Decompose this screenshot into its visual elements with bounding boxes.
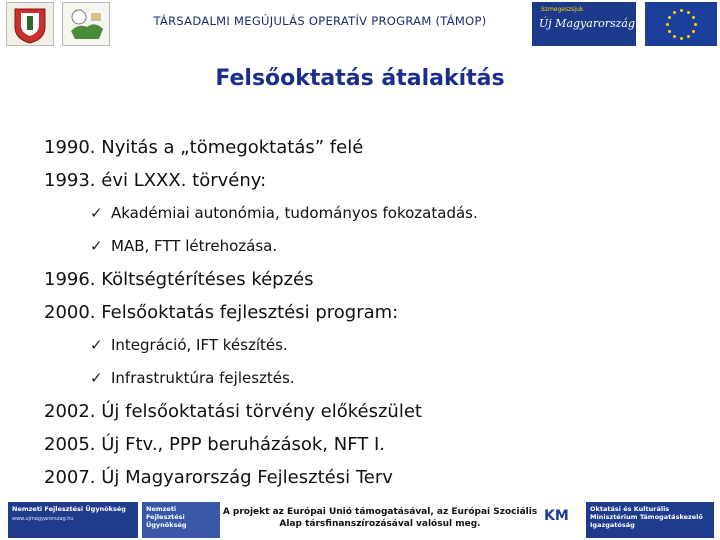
- sub-bullet-text: MAB, FTT létrehozása.: [111, 237, 278, 255]
- funding-statement: A projekt az Európai Unió támogatásával, az Európai Szociális Alap társfinanszírozásával valósul meg.: [222, 507, 538, 529]
- eu-flag-icon: [645, 2, 717, 46]
- okm-label: Oktatási és Kulturális Minisztérium Támogatáskezelő Igazgatóság: [590, 505, 703, 529]
- eu-stars: [666, 9, 698, 41]
- umft-logo-text: Új Magyarország: [539, 17, 635, 30]
- okm-block: [586, 502, 714, 538]
- slide-content: [44, 131, 704, 494]
- km-mark: KM: [544, 508, 569, 524]
- header: [0, 0, 720, 52]
- sub-bullet-text: Integráció, IFT készítés.: [111, 336, 288, 354]
- timeline-item: 1990. Nyitás a „tömegoktatás” felé: [44, 137, 364, 158]
- timeline-item: 1993. évi LXXX. törvény:: [44, 170, 267, 191]
- university-crest-icon: [6, 2, 54, 46]
- footer: [0, 498, 720, 540]
- timeline-item: 2007. Új Magyarország Fejlesztési Terv: [44, 467, 393, 488]
- sub-bullet-item: [44, 230, 704, 263]
- checkmark-icon: ✓: [90, 237, 103, 255]
- program-title: TÁRSADALMI MEGÚJULÁS OPERATÍV PROGRAM (TÁMOP): [153, 14, 487, 28]
- nfu-logo-block: [8, 502, 138, 538]
- nfu-label: Nemzeti Fejlesztési Ügynökség: [12, 505, 126, 513]
- checkmark-icon: ✓: [90, 336, 103, 354]
- nfu-secondary-label: Nemzeti Fejlesztési Ügynökség: [146, 505, 187, 529]
- nfu-secondary-block: [142, 502, 220, 538]
- slide-title: Felsőoktatás átalakítás: [215, 66, 505, 91]
- checkmark-icon: ✓: [90, 369, 103, 387]
- nfu-sub: www.ujmagyarorszag.hu: [12, 516, 74, 522]
- timeline-item: 1996. Költségtérítéses képzés: [44, 269, 314, 290]
- km-logo-icon: [540, 502, 584, 538]
- sub-bullet-item: [44, 362, 704, 395]
- faculty-map-logo-icon: [62, 2, 110, 46]
- sub-bullet-text: Akadémiai autonómia, tudományos fokozatadás.: [111, 204, 478, 222]
- timeline-item: 2000. Felsőoktatás fejlesztési program:: [44, 302, 399, 323]
- umft-tagline: Szmegeszsjuk: [541, 6, 584, 13]
- timeline-item: 2005. Új Ftv., PPP beruházások, NFT I.: [44, 434, 385, 455]
- sub-bullet-item: [44, 197, 704, 230]
- sub-bullet-item: [44, 329, 704, 362]
- sub-bullet-text: Infrastruktúra fejlesztés.: [111, 369, 295, 387]
- uj-magyarorszag-logo: [532, 2, 636, 46]
- timeline-item: 2002. Új felsőoktatási törvény előkészület: [44, 401, 422, 422]
- checkmark-icon: ✓: [90, 204, 103, 222]
